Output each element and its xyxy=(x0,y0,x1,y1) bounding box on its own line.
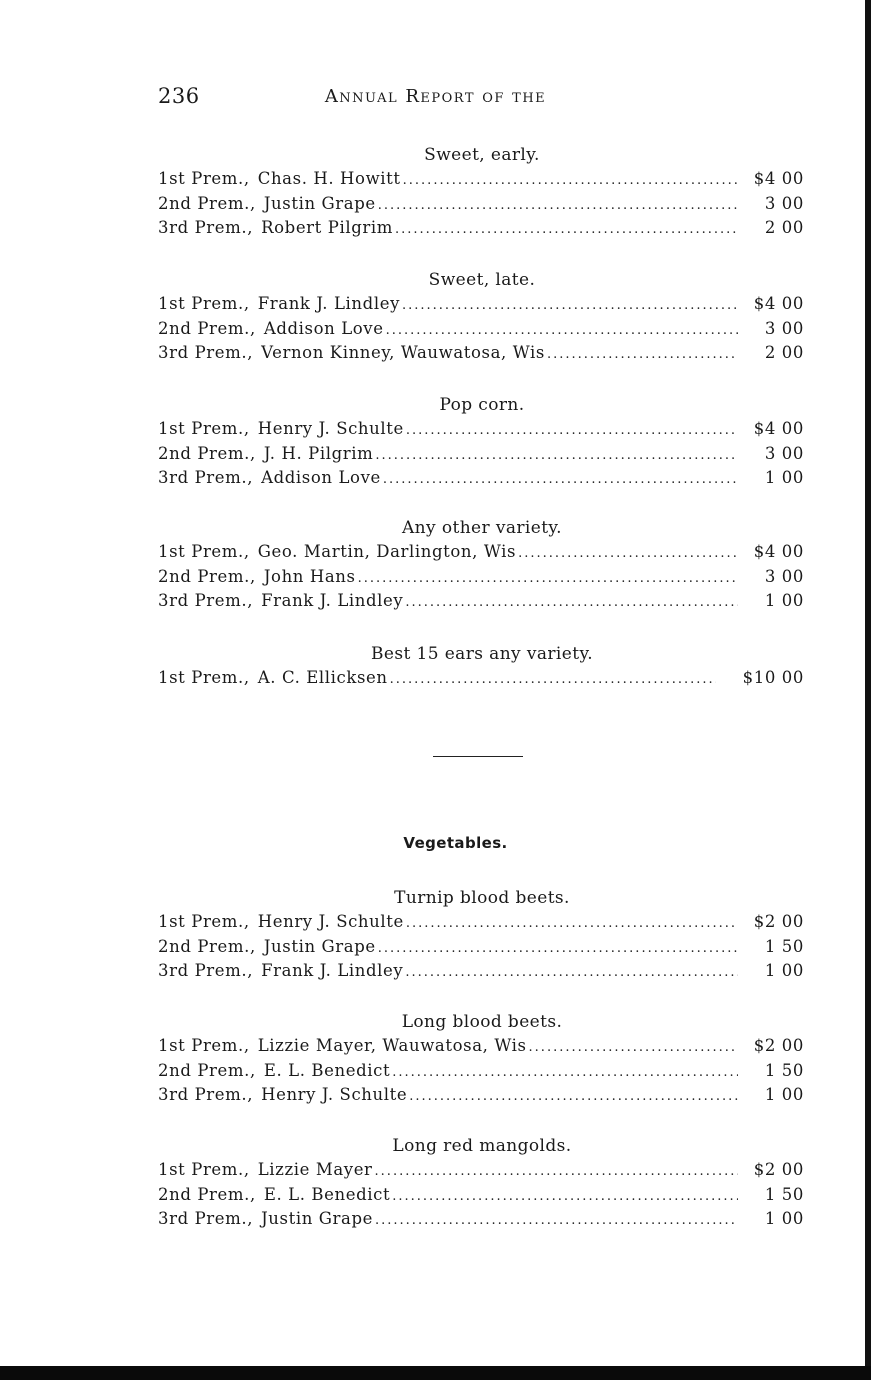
premium-row xyxy=(158,666,804,691)
dot-leader xyxy=(378,194,738,219)
premium-section-long-blood-beets xyxy=(158,1010,804,1108)
winner-name: Lizzie Mayer, Wauwatosa, Wis xyxy=(257,1036,527,1055)
premium-rank: 3rd Prem., xyxy=(158,218,254,238)
winner-name: Lizzie Mayer xyxy=(257,1160,373,1179)
premium-amount: 1 00 xyxy=(764,591,804,611)
winner-name: Henry J. Schulte xyxy=(257,912,404,931)
premium-rank: 3rd Prem., xyxy=(158,961,254,981)
vegetables-heading: Vegetables. xyxy=(403,834,508,852)
section-title: Any other variety. xyxy=(402,518,562,538)
premium-amount: $2 00 xyxy=(753,1160,804,1179)
premium-amount: 2 00 xyxy=(764,343,804,363)
premium-row xyxy=(158,1158,804,1183)
dot-leader xyxy=(375,444,738,469)
premium-rank: 2nd Prem., xyxy=(158,318,256,338)
premium-section-turnip-blood-beets xyxy=(158,886,804,984)
premium-row xyxy=(158,466,804,491)
premium-amount: 1 50 xyxy=(764,1060,804,1080)
dot-leader xyxy=(390,668,716,693)
dot-leader xyxy=(406,912,738,937)
section-title: Pop corn. xyxy=(439,395,525,415)
premium-row xyxy=(158,292,804,317)
dot-leader xyxy=(386,319,738,344)
premium-amount: $2 00 xyxy=(753,1036,804,1055)
premium-amount: 3 00 xyxy=(764,318,804,338)
winner-name: Frank J. Lindley xyxy=(261,591,404,611)
winner-name: Vernon Kinney, Wauwatosa, Wis xyxy=(261,343,545,363)
premium-rank: 2nd Prem., xyxy=(158,193,256,213)
winner-name: J. H. Pilgrim xyxy=(263,443,374,463)
premium-amount: 1 50 xyxy=(764,936,804,956)
winner-name: Justin Grape xyxy=(263,193,376,213)
premium-rank: 1st Prem., xyxy=(158,912,250,931)
premium-amount: $10 00 xyxy=(742,668,804,687)
premium-row xyxy=(158,565,804,590)
dot-leader xyxy=(392,1061,738,1086)
premium-amount: $4 00 xyxy=(753,419,804,438)
premium-row xyxy=(158,167,804,192)
dot-leader xyxy=(547,343,738,368)
premium-rank: 2nd Prem., xyxy=(158,1184,256,1204)
section-divider-rule xyxy=(433,756,523,757)
premium-rank: 2nd Prem., xyxy=(158,443,256,463)
section-title: Best 15 ears any variety. xyxy=(370,644,594,664)
dot-leader xyxy=(402,294,738,319)
premium-rank: 3rd Prem., xyxy=(158,468,254,488)
premium-amount: $4 00 xyxy=(753,542,804,561)
premium-row xyxy=(158,959,804,984)
premium-row xyxy=(158,1034,804,1059)
section-title: Long red mangolds. xyxy=(392,1136,572,1156)
premium-row xyxy=(158,1207,804,1232)
dot-leader xyxy=(383,468,738,493)
dot-leader xyxy=(405,961,738,986)
winner-name: Geo. Martin, Darlington, Wis xyxy=(257,542,517,561)
premium-row xyxy=(158,540,804,565)
winner-name: A. C. Ellicksen xyxy=(257,668,388,687)
premium-rank: 1st Prem., xyxy=(158,1160,250,1179)
premium-row xyxy=(158,1083,804,1108)
premium-amount: $4 00 xyxy=(753,294,804,313)
premium-amount: 3 00 xyxy=(764,193,804,213)
premium-row xyxy=(158,910,804,935)
premium-amount: 1 00 xyxy=(764,961,804,981)
premium-amount: 3 00 xyxy=(764,566,804,586)
dot-leader xyxy=(395,218,738,243)
premium-section-best-15-ears xyxy=(158,642,804,691)
premium-rank: 1st Prem., xyxy=(158,542,250,561)
page-number: 236 xyxy=(158,84,200,108)
premium-row xyxy=(158,589,804,614)
premium-rank: 1st Prem., xyxy=(158,668,250,687)
premium-section-any-other-variety xyxy=(158,516,804,614)
dot-leader xyxy=(406,419,738,444)
winner-name: Frank J. Lindley xyxy=(257,294,400,313)
winner-name: Addison Love xyxy=(261,468,381,488)
premium-rank: 3rd Prem., xyxy=(158,1209,254,1229)
premium-rank: 2nd Prem., xyxy=(158,566,256,586)
premium-row xyxy=(158,935,804,960)
premium-rank: 2nd Prem., xyxy=(158,936,256,956)
premium-amount: 1 00 xyxy=(764,468,804,488)
premium-row xyxy=(158,1059,804,1084)
premium-section-sweet-late xyxy=(158,268,804,366)
scan-edge-shadow xyxy=(865,0,871,1380)
premium-rank: 2nd Prem., xyxy=(158,1060,256,1080)
premium-amount: 1 50 xyxy=(764,1184,804,1204)
dot-leader xyxy=(529,1036,738,1061)
winner-name: E. L. Benedict xyxy=(263,1184,391,1204)
winner-name: Addison Love xyxy=(263,318,384,338)
premium-amount: 3 00 xyxy=(764,443,804,463)
premium-amount: 1 00 xyxy=(764,1085,804,1105)
premium-section-sweet-early xyxy=(158,143,804,241)
premium-row xyxy=(158,442,804,467)
premium-amount: $4 00 xyxy=(753,169,804,188)
premium-amount: 1 00 xyxy=(764,1209,804,1229)
premium-row xyxy=(158,417,804,442)
page-header xyxy=(0,84,871,114)
winner-name: Justin Grape xyxy=(261,1209,374,1229)
running-head: Annual Report of the xyxy=(324,86,547,107)
premium-rank: 1st Prem., xyxy=(158,169,250,188)
winner-name: Henry J. Schulte xyxy=(257,419,404,438)
premium-amount: 2 00 xyxy=(764,218,804,238)
section-title: Sweet, early. xyxy=(424,145,540,165)
premium-amount: $2 00 xyxy=(753,912,804,931)
section-title: Sweet, late. xyxy=(428,270,536,290)
premium-rank: 1st Prem., xyxy=(158,419,250,438)
premium-row xyxy=(158,1183,804,1208)
premium-section-long-red-mangolds xyxy=(158,1134,804,1232)
premium-rank: 1st Prem., xyxy=(158,1036,250,1055)
premium-rank: 1st Prem., xyxy=(158,294,250,313)
premium-row xyxy=(158,216,804,241)
premium-rank: 3rd Prem., xyxy=(158,1085,254,1105)
winner-name: John Hans xyxy=(263,566,356,586)
section-title: Long blood beets. xyxy=(401,1012,563,1032)
dot-leader xyxy=(392,1185,738,1210)
winner-name: Justin Grape xyxy=(263,936,376,956)
winner-name: Robert Pilgrim xyxy=(261,218,393,238)
dot-leader xyxy=(378,937,738,962)
section-title: Turnip blood beets. xyxy=(394,888,570,908)
winner-name: Frank J. Lindley xyxy=(261,961,404,981)
dot-leader xyxy=(409,1085,738,1110)
winner-name: E. L. Benedict xyxy=(263,1060,391,1080)
premium-rank: 3rd Prem., xyxy=(158,591,254,611)
dot-leader xyxy=(375,1160,738,1185)
premium-rank: 3rd Prem., xyxy=(158,343,254,363)
winner-name: Chas. H. Howitt xyxy=(257,169,401,188)
premium-row xyxy=(158,317,804,342)
dot-leader xyxy=(375,1209,738,1234)
premium-section-pop-corn xyxy=(158,393,804,491)
scan-bottom-edge xyxy=(0,1366,871,1380)
winner-name: Henry J. Schulte xyxy=(261,1085,408,1105)
premium-row xyxy=(158,192,804,217)
dot-leader xyxy=(405,591,738,616)
dot-leader xyxy=(358,567,738,592)
dot-leader xyxy=(403,169,738,194)
premium-row xyxy=(158,341,804,366)
dot-leader xyxy=(518,542,738,567)
